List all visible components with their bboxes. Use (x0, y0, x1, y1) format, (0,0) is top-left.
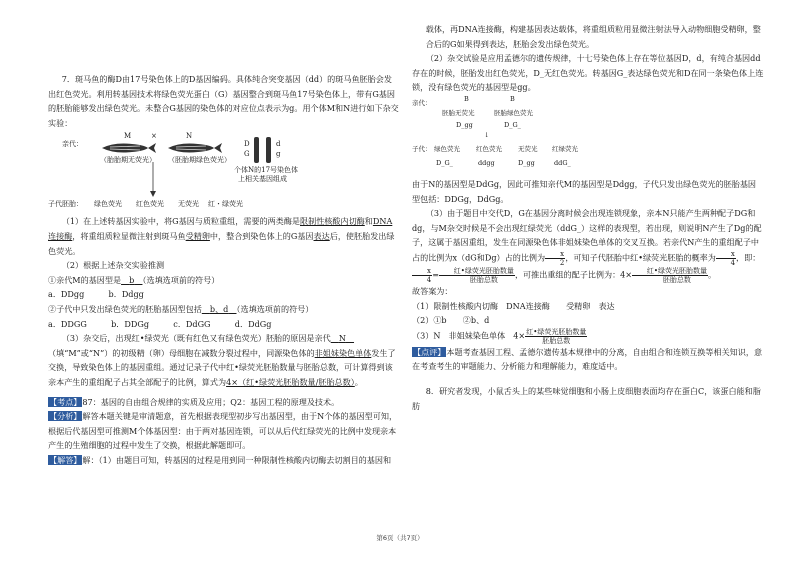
offspring-genotype-4: ddG_ (554, 158, 571, 167)
arrow-glyph: ↓ (484, 130, 490, 139)
solution-p1: 载体，再DNA连接酶，构建基因表达载体，将重组质粒用显微注射法导入动物细胞受精卵，整合后的G如果得到表达，胚胎会发出绿色荧光。 (425, 24, 761, 49)
parent-label-2: 亲代： (412, 98, 432, 107)
analysis: 【分析】解答本题关键是审清题意，首先根据表现型初步写出基因型，由于N个体的基因型可知，根据后代基因型可推测M个体基因型：由于两对基因连锁，可以从后代红绿荧光的比例中发现亲本产生的生殖细胞的过程中发生了交换，根据此解题即可。 (48, 411, 398, 451)
solution-p3: 由于N的基因型是DdGg，因此可推知亲代M的基因型是Ddgg，子代只发出绿色荧光的胚胎基因型包括：DDGg，DdGg。 (412, 178, 757, 204)
question-7-part-3: （3）杂交后，出现红•绿荧光（既有红色又有绿色荧光）胚胎的原因是亲代 N （填“M”或“N”）的初级精（卵）母细胞在减数分裂过程中，同源染色体的非姐妹染色单体发生了交换，导致染色体上的基因重组。通过记录子代中红•绿荧光胚胎数量与胚胎总数，可计算得到该亲本产生的重组配子占其全部配子的比例，算式为4×（红•绿荧光胚胎数量/胚胎总数）。 (48, 333, 396, 387)
chromosome-caption-2: 上相关基因组成 (238, 175, 287, 184)
m-label: M (124, 132, 132, 141)
n-caption: （胚胎期绿色荧光） (168, 156, 231, 165)
page-footer: 第6页（共7页） (376, 534, 424, 542)
offspring-none-2: 无荧光 (518, 144, 538, 153)
offspring-genotype-1: D_G_ (436, 158, 453, 167)
offspring-red-2: 红色荧光 (476, 144, 502, 153)
parent-label: 亲代： (62, 140, 83, 149)
m-caption: （胎胎期无荧光） (100, 156, 156, 165)
gene-d-lower: d (276, 140, 281, 149)
cross-symbol: × (151, 132, 157, 141)
offspring-green: 绿色荧光 (94, 200, 122, 209)
question-7-part-2-head: （2）根据上述杂交实验推测 (61, 260, 165, 271)
question-8: 8．研究者发现，小鼠舌头上的某些味觉细胞和小肠上皮细胞表面均存在蛋白C，该蛋白能和脂肪 (412, 385, 761, 411)
question-7-part-2-i: ①亲代M的基因型是 b （选填选项前的符号） (48, 274, 220, 285)
offspring-red-green-2: 红绿荧光 (552, 144, 578, 153)
offspring-label-2: 子代： (412, 144, 432, 153)
chromosome-caption-1: 个体N的17号染色体 (234, 166, 299, 175)
gene-g: G (244, 150, 250, 159)
question-7-part-2-i-options: a．DDgg b．Ddgg (48, 289, 144, 300)
question-7-part-1: （1）在上述转基因实验中，将G基因与质粒重组，需要的两类酶是限制性核酸内切酶和DNA连接酶，将重组质粒显微注射到斑马鱼受精卵中，整合到染色体上的G基因表达后，使胚胎发出绿色荧光。 (48, 216, 395, 256)
offspring-label: 子代胚胎： (48, 200, 83, 209)
arrow-down-icon (148, 162, 158, 198)
gamete-2: B (510, 94, 515, 103)
genotype-1: D_gg (456, 120, 473, 129)
genotype-cross-diagram (412, 95, 764, 177)
solution-p2: （2）杂交试验是应用孟德尔的遗传规律，十七号染色体上存在等位基因D，d，有纯合基因dd存在的时候，胚胎发出红色荧光，D_无红色荧光。转基因G_表达绿色荧光和D在同一条染色体上连锁，没有绿色荧光的基因型是gg。 (412, 53, 764, 93)
genotype-2: D_G_ (504, 120, 521, 129)
question-7-intro: 7．斑马鱼的酶D由17号染色体上的D基因编码。具体纯合突变基因（dd）的斑马鱼胚胎会发出红色荧光。利用转基因技术将绿色荧光蛋白（G）基因整合到斑马鱼17号染色体上，带有G基因的胚胎能够发出绿色荧光。未整合G基因的染色体的对应位点表示为g。用个体M和N进行如下杂交实验： (48, 74, 399, 128)
caption-no-fluor: 胚胎无荧光 (442, 108, 475, 117)
chromosome-pair-icon (252, 136, 274, 164)
question-7-part-2-ii-options: a．DDGG b．DDGg c．DdGG d．DdGg (48, 318, 272, 329)
offspring-none: 无荧光 (178, 200, 199, 209)
offspring-red: 红色荧光 (136, 200, 164, 209)
offspring-green-2: 绿色荧光 (434, 144, 460, 153)
answer-1: （1）限制性核酸内切酶 DNA连接酶 受精卵 表达 (412, 300, 615, 311)
gene-d: D (244, 140, 250, 149)
fish-n-icon (166, 141, 222, 155)
n-label: N (186, 132, 193, 141)
comment: 【点评】本题考查基因工程、孟德尔遗传基本规律中的分离，自由组合和连锁互换等相关知识，意在考查考生的审题能力、分析能力和理解能力，难度适中。 (412, 346, 763, 372)
left-column (48, 72, 400, 467)
offspring-genotype-2: ddgg (478, 158, 495, 167)
right-column (412, 22, 764, 413)
caption-green-fluor: 胚胎绿色荧光 (494, 108, 533, 117)
offspring-red-green: 红・绿荧光 (208, 200, 243, 209)
answer-3: （3）N 非姐妹染色单体 4× $\frac{\text{红•绿荧光胚胎数量}}{\text{胚胎总数}}$ (412, 327, 587, 345)
solution-start: 【解答】解：（1）由题目可知，转基因的过程是用到同一种限制性核酸内切酶去切割目的基因和 (49, 454, 392, 465)
question-7-part-2-ii: ②子代中只发出绿色荧光的胚胎基因型包括 b、d （选填选项前的符号） (48, 303, 314, 314)
solution-p4: （3）由于题目中交代D，G在基因分离时候会出现连锁现象，亲本N只能产生两种配子DG和dg，与M杂交时候是不会出现红绿荧光（ddG_）这样的表现型，若出现，则说明N产生了Dg的配子，这属于基因重组，发生在同源染色体非姐妹染色单体的交叉互换。若亲代N产生的重组配子中占的比例为x（dG和Dg）占的比例为 $\frac{x}{2}$ ，可知子代胚胎中红•绿荧光胚胎的概率为 $\frac{x}{4}$ ，即： $\frac{x}{4}$ = $\frac{\text{红•绿荧光胚胎数量}}{\text{胚胎总数}}$ ，可推出重组的配子比例为：4× $\frac{\text{红•绿荧光胚胎数量}}{\text{胚胎总数}}$ 。 (412, 208, 762, 284)
knowledge-point: 【考点】87：基因的自由组合规律的实质及应用；Q2：基因工程的原理及技术。 (49, 396, 340, 407)
fish-m-icon (100, 141, 156, 155)
offspring-genotype-3: D_gg (518, 158, 535, 167)
answer-heading: 故答案为： (412, 285, 453, 296)
gene-g-lower: g (276, 150, 281, 159)
cross-diagram (48, 132, 400, 212)
gamete-1: B (464, 94, 469, 103)
answer-2: （2）①b ②b、d (412, 315, 490, 326)
